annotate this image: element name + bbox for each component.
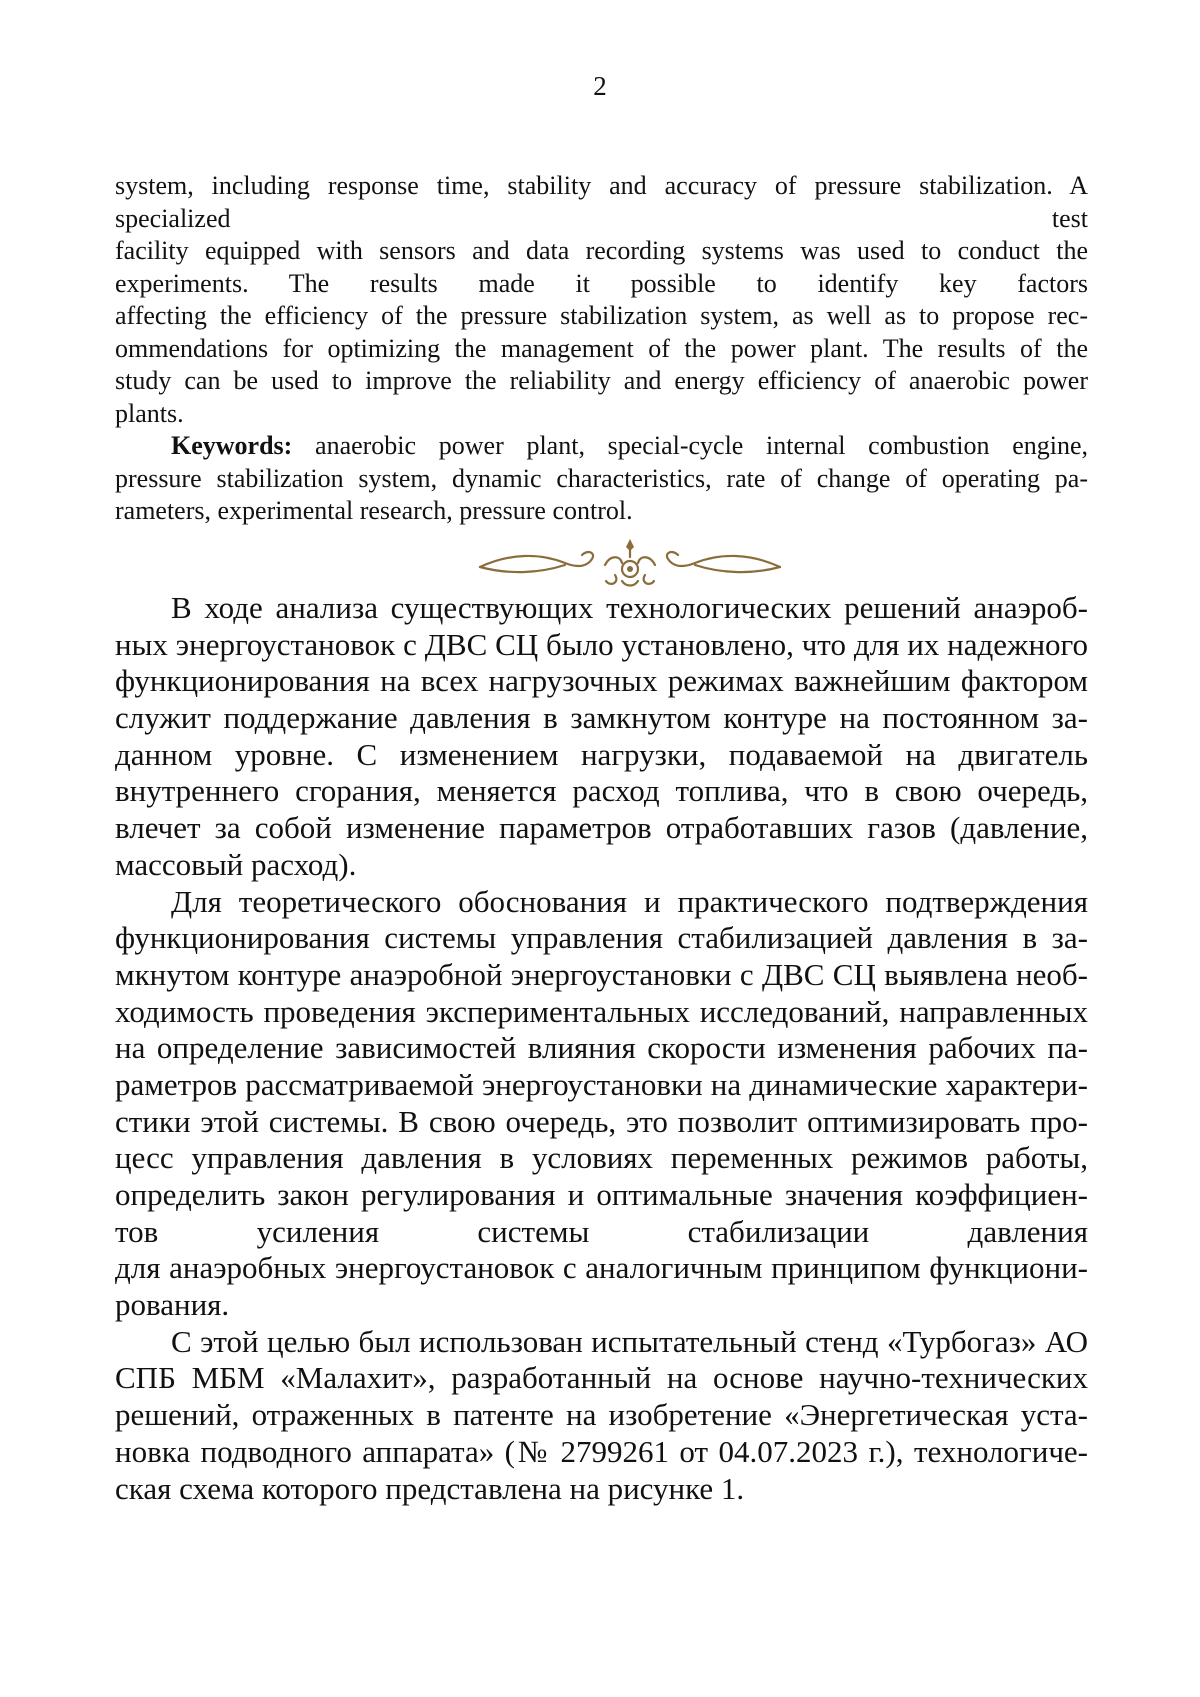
paragraph-line: С этой целью был использован испытательный стенд «Турбогаз» АО xyxy=(171,1323,1088,1359)
paragraph-line: раметров рассматриваемой энергоустановки на динамические характери- xyxy=(115,1066,1088,1102)
abstract-line: study can be used to improve the reliability and energy efficiency of anaerobic power xyxy=(115,366,1088,395)
paragraph-line: стики этой системы. В свою очередь, это позволит оптимизировать про- xyxy=(115,1103,1088,1139)
paragraph-line: данном уровне. С изменением нагрузки, подаваемой на двигатель xyxy=(115,736,1088,772)
keywords-text: anaerobic power plant, special-cycle internal combustion engine, xyxy=(292,431,1088,460)
paragraph-line: В ходе анализа существующих технологических решений анаэроб- xyxy=(171,590,1088,625)
keywords-line: rameters, experimental research, pressure control. xyxy=(115,496,633,525)
paragraph-line: мкнутом контуре анаэробной энергоустановки с ДВС СЦ выявлена необ- xyxy=(115,956,1088,992)
keywords-label: Keywords: xyxy=(171,431,293,460)
paragraph-line: на определение зависимостей влияния скорости изменения рабочих па- xyxy=(115,1030,1088,1066)
abstract-line: system, including response time, stability and accuracy of pressure stabilization. A xyxy=(115,171,1088,200)
keywords-line: pressure stabilization system, dynamic characteristics, rate of change of operating pa- xyxy=(115,463,1088,493)
abstract-line: ommendations for optimizing the management of the power plant. The results of the xyxy=(115,333,1088,363)
paragraph-line: внутреннего сгорания, меняется расход топлива, что в свою очередь, xyxy=(115,773,1088,809)
abstract-line: plants. xyxy=(115,398,184,428)
page-number: 2 xyxy=(593,71,607,101)
paragraph-line: служит поддержание давления в замкнутом контуре на постоянном за- xyxy=(115,700,1088,736)
paragraph-line: функционирования на всех нагрузочных режимах важнейшим фактором xyxy=(115,663,1088,699)
paragraph-line: рования. xyxy=(115,1287,230,1323)
paragraph-line: новка подводного аппарата» (№ 2799261 от 04.07.2023 г.), технологиче- xyxy=(115,1433,1088,1469)
paragraph-line: ходимость проведения экспериментальных исследований, направленных xyxy=(115,993,1088,1029)
abstract-line: affecting the efficiency of the pressure stabilization system, as well as to propose rec- xyxy=(115,301,1088,330)
paragraph-line: определить закон регулирования и оптимальные значения коэффициен- xyxy=(115,1177,1088,1212)
keywords-line xyxy=(115,430,1088,463)
abstract-line: experiments. The results made it possible to identify key factors xyxy=(115,268,1088,298)
paragraph-line: СПБ МБМ «Малахит», разработанный на основе научно-технических xyxy=(115,1360,1088,1396)
article-body xyxy=(115,590,1088,1507)
paragraph-line: массовый расход). xyxy=(115,846,357,882)
paragraph-line: решений, отраженных в патенте на изобретение «Энергетическая уста- xyxy=(115,1397,1088,1433)
abstract-line: specialized test xyxy=(115,203,1088,233)
paragraph-line: для анаэробных энергоустановок с аналогичным принципом функциони- xyxy=(115,1250,1088,1286)
paragraph-line: ская схема которого представлена на рисунке 1. xyxy=(115,1470,745,1506)
paragraph-line: Для теоретического обоснования и практического подтверждения xyxy=(171,883,1088,919)
abstract-text xyxy=(115,170,1088,528)
paragraph-line: ных энергоустановок с ДВС СЦ было установлено, что для их надежного xyxy=(115,626,1088,662)
abstract-line: facility equipped with sensors and data recording systems was used to conduct the xyxy=(115,236,1088,265)
paragraph-line: влечет за собой изменение параметров отработавших газов (давление, xyxy=(115,810,1088,846)
paragraph-line: цесс управления давления в условиях переменных режимов работы, xyxy=(115,1140,1088,1176)
decorative-divider-icon xyxy=(470,535,790,595)
paragraph-line: функционирования системы управления стабилизацией давления в за- xyxy=(115,920,1088,956)
paragraph-line: тов усиления системы стабилизации давления xyxy=(115,1213,1088,1249)
